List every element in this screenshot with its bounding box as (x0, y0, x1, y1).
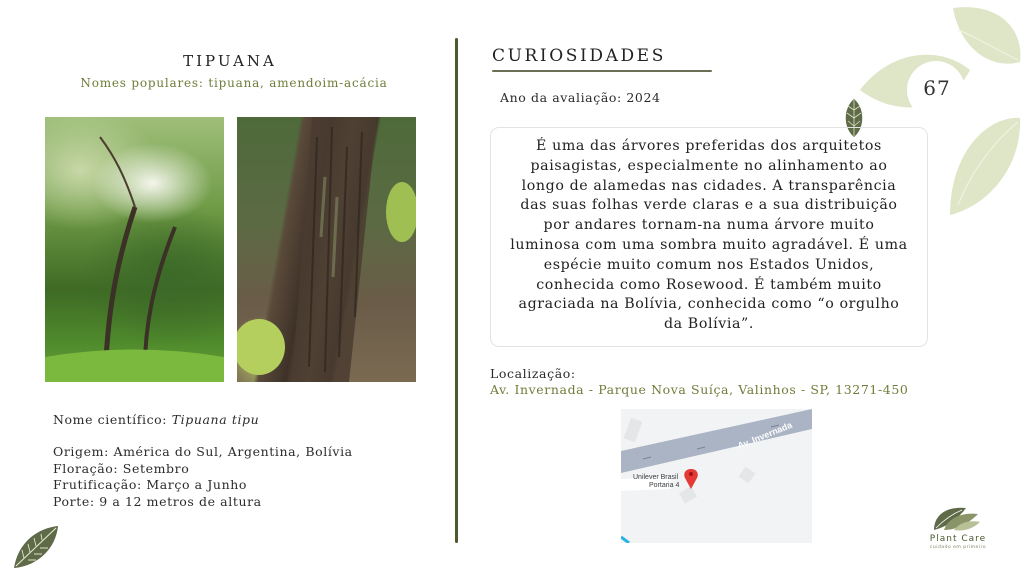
map-street-label: Av. Invernada (736, 419, 794, 451)
curiosities-box (490, 127, 928, 347)
page-number: 67 (923, 76, 951, 100)
location-label: Localização: (490, 366, 576, 381)
location-map[interactable] (621, 409, 812, 543)
brand-tagline: cuidado em primeiro (929, 545, 987, 550)
column-divider (455, 38, 458, 543)
origin-text: Origem: América do Sul, Argentina, Bolívia (53, 444, 353, 459)
map-place-label-2: Portaria 4 (649, 482, 680, 489)
map-place-label-1: Unilever Brasil (633, 474, 679, 481)
leaf-icon (12, 524, 60, 570)
fruiting-text: Frutificação: Março a Junho (53, 477, 248, 492)
curiosities-heading: CURIOSIDADES (492, 46, 666, 66)
scientific-name-value: Tipuana tipu (171, 412, 260, 427)
scientific-name (53, 412, 259, 427)
curiosities-text: É uma das árvores preferidas dos arquitetos paisagistas, especialmente no alinhamento ao longo de alamedas nas cidades. A transparência das suas folhas verde claras e a sua distribuição por andares tornam-na numa árvore muito luminosa com uma sombra muito agradável. É uma espécie muito comum nos Estados Unidos, conhecida como Rosewood. É também muito agraciada na Bolívia, conhecida como “o orgulho da Bolívia”. (510, 138, 908, 333)
flowering-text: Floração: Setembro (53, 460, 190, 476)
plant-care-logo-icon (930, 502, 982, 534)
size-text: Porte: 9 a 12 metros de altura (53, 493, 262, 509)
tree-canopy-photo (45, 117, 224, 382)
evaluation-year: Ano da avaliação: 2024 (500, 90, 661, 105)
tree-trunk-photo (237, 117, 416, 382)
popular-names: Nomes populares: tipuana, amendoim-acácia (80, 76, 388, 90)
brand-name: Plant Care (929, 534, 987, 544)
location-address: Av. Invernada - Parque Nova Suíça, Valinhos - SP, 13271-450 (490, 382, 909, 397)
heading-underline (492, 70, 712, 72)
scientific-name-label: Nome científico: (53, 412, 168, 427)
species-facts (53, 444, 353, 510)
species-title: TIPUANA (183, 52, 277, 70)
